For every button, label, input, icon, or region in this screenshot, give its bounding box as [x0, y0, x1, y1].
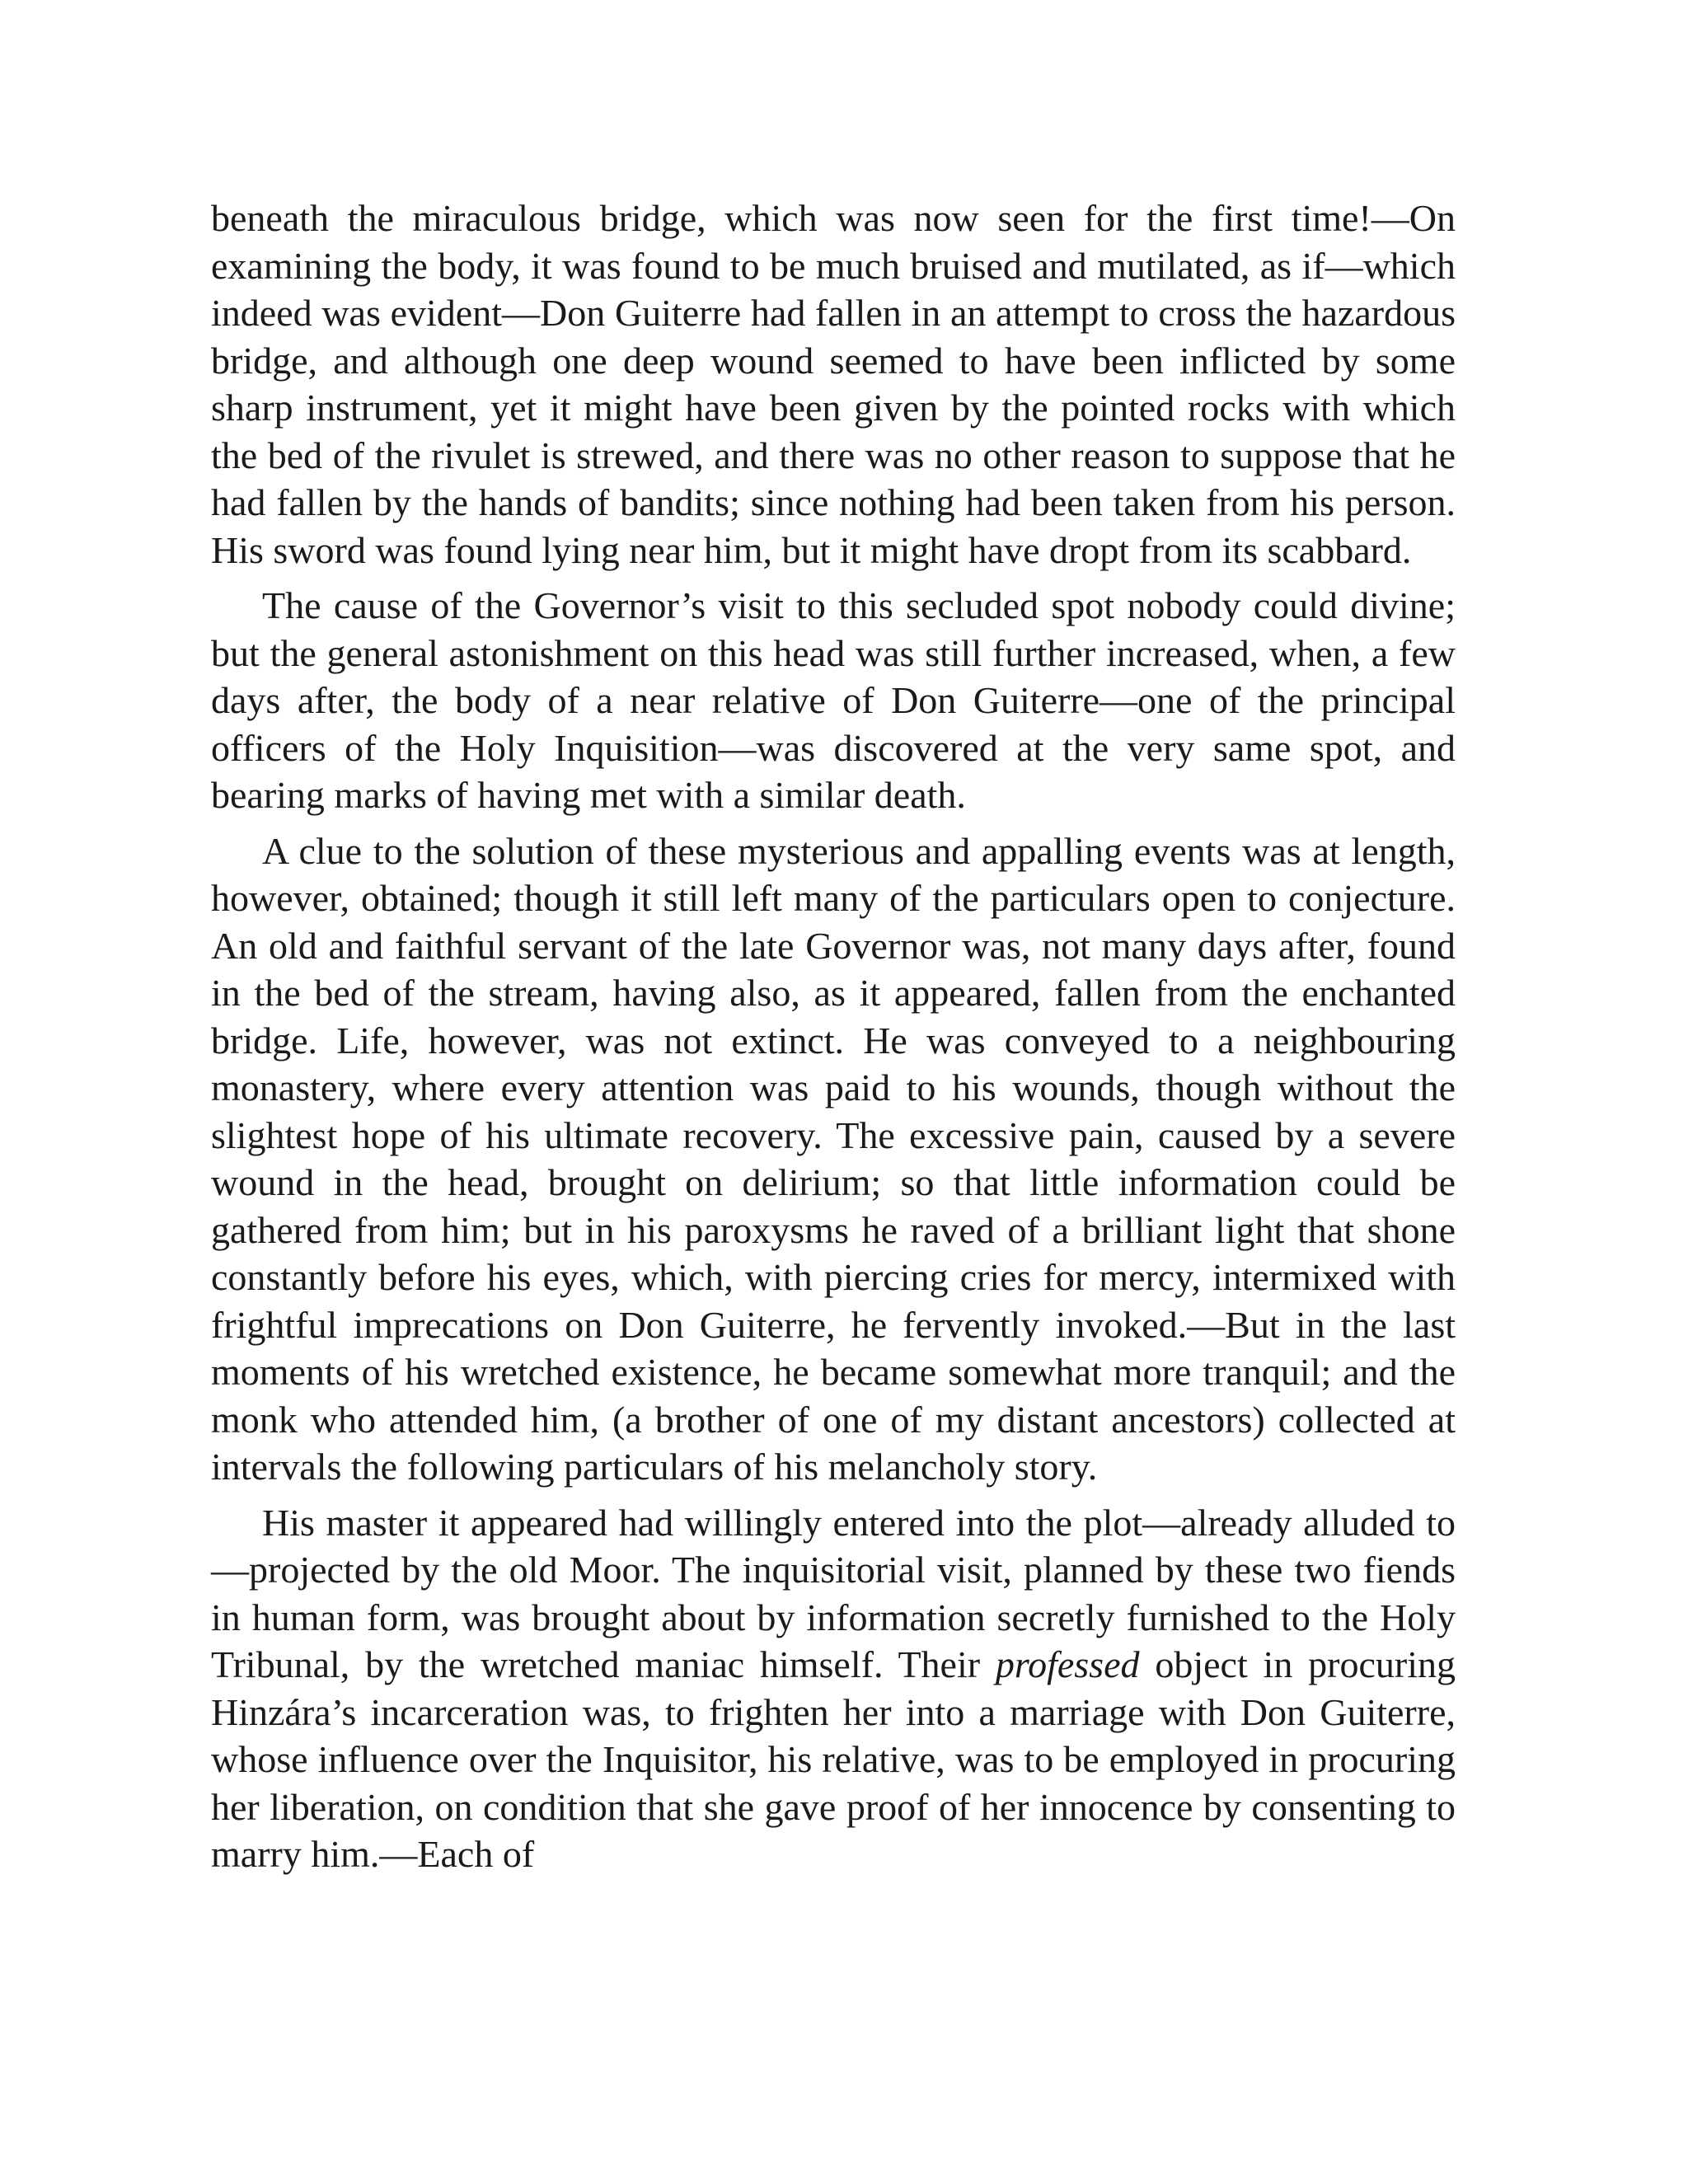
paragraph-4	[211, 1499, 1456, 1878]
book-page	[211, 194, 1456, 1886]
paragraph-3: A clue to the solution of these mysterious and appalling events was at length, however, obtained; though it still left many of the particulars open to conjecture. An old and faithful servant of the late Governor was, not many days after, found in the bed of the stream, having also, as it appeared, fallen from the enchanted bridge. Life, however, was not extinct. He was conveyed to a neighbouring monastery, where every attention was paid to his wounds, though without the slightest hope of his ultimate recovery. The excessive pain, caused by a severe wound in the head, brought on delirium; so that little information could be gathered from him; but in his paroxysms he raved of a brilliant light that shone constantly before his eyes, which, with piercing cries for mercy, intermixed with frightful imprecations on Don Guiterre, he fervently invoked.—But in the last moments of his wretched existence, he became somewhat more tranquil; and the monk who attended him, (a brother of one of my distant ancestors) collected at intervals the following particulars of his melancholy story.	[211, 829, 1456, 1488]
paragraph-2: The cause of the Governor’s visit to this secluded spot nobody could divine; but the general astonishment on this head was still further increased, when, a few days after, the body of a near relative of Don Guiterre—one of the principal officers of the Holy Inquisition—was discovered at the very same spot, and bearing marks of having met with a similar death.	[211, 584, 1456, 816]
paragraph-4-before: His master it appeared had willingly entered into the plot—already alluded to—projected by the old Moor. The inquisitorial visit, planned by these two fiends in human form, was brought about by information secretly furnished to the Holy Tribunal, by the wretched maniac himself. Their	[211, 1501, 1456, 1685]
paragraph-4-after: object in procuring Hinzára’s incarceration was, to frighten her into a marriage with Don Guiterre, whose influence over the Inquisitor, his relative, was to be employed in procuring her liberation, on condition that she gave proof of her innocence by consenting to marry him.—Each of	[211, 1643, 1456, 1875]
paragraph-4-emphasis: professed	[995, 1643, 1140, 1685]
paragraph-1: beneath the miraculous bridge, which was now seen for the first time!—On examining the body, it was found to be much bruised and mutilated, as if—which indeed was evident—Don Guiterre had fallen in an attempt to cross the hazardous bridge, and although one deep wound seemed to have been inflicted by some sharp instrument, yet it might have been given by the pointed rocks with which the bed of the rivulet is strewed, and there was no other reason to suppose that he had fallen by the hands of bandits; since nothing had been taken from his person. His sword was found lying near him, but it might have dropt from its scabbard.	[211, 197, 1456, 571]
